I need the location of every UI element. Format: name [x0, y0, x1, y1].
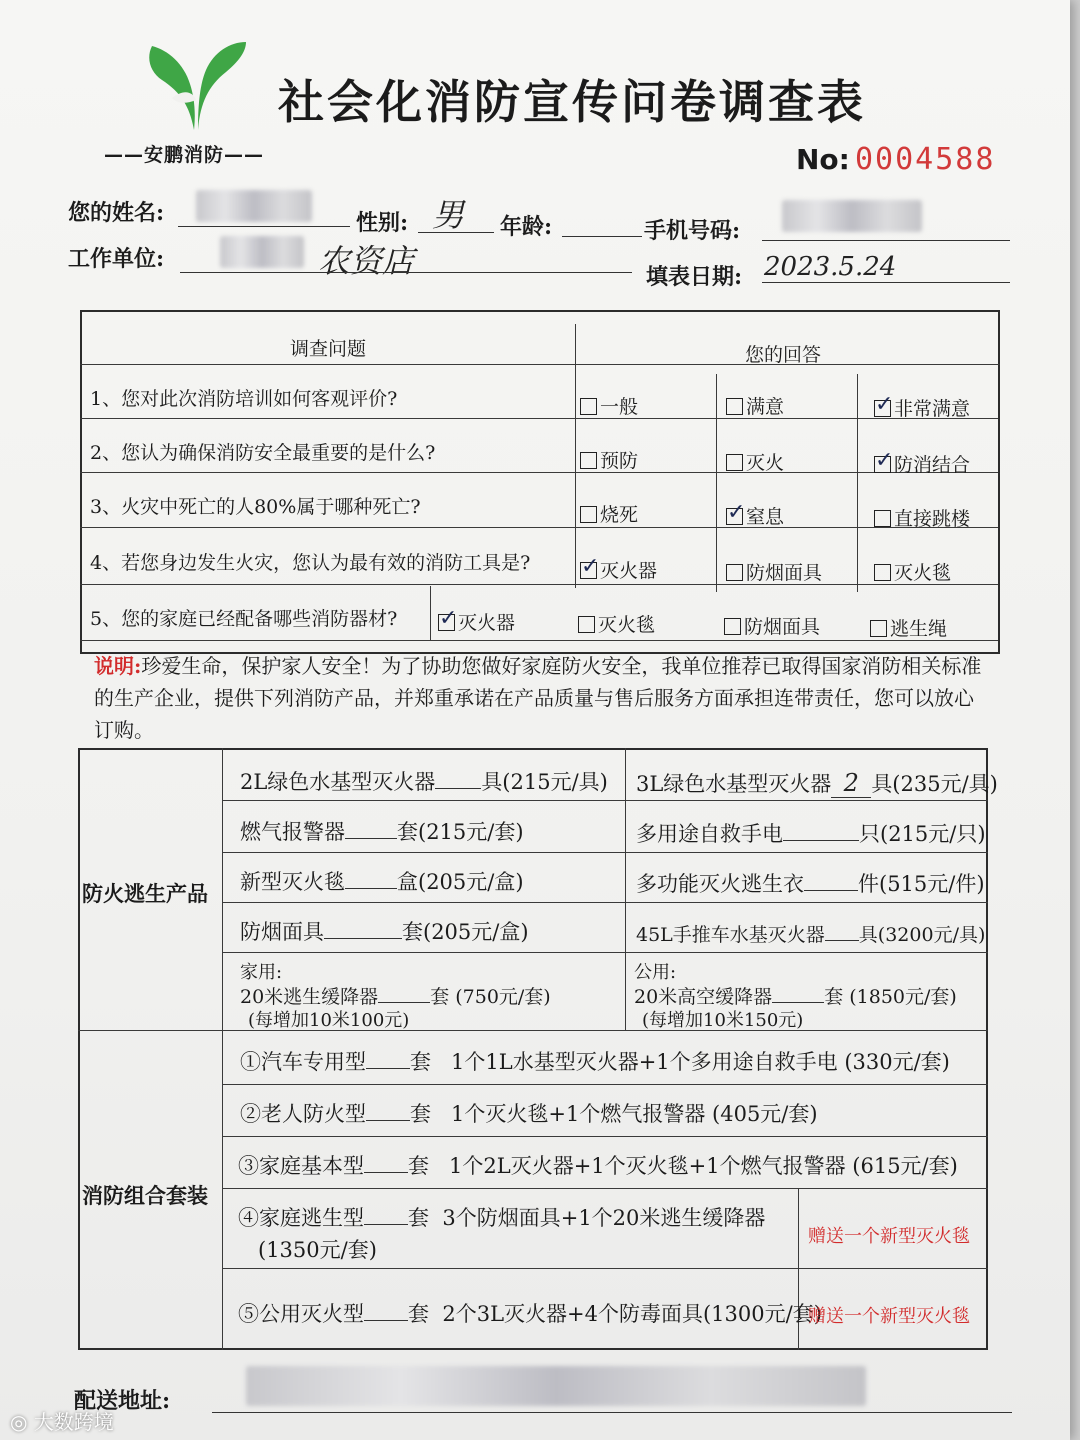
qty-field[interactable]	[772, 1002, 824, 1003]
q3-option-1[interactable]	[580, 500, 638, 527]
product-right-2	[636, 818, 986, 848]
qty-field[interactable]	[364, 1172, 408, 1173]
q2-option-1[interactable]	[580, 446, 638, 473]
phone-redacted	[782, 200, 922, 232]
date-value: 2023.5.24	[764, 252, 897, 282]
option-label: 防消结合	[894, 454, 971, 476]
qty-field[interactable]	[783, 840, 859, 841]
product-right-1	[636, 768, 998, 798]
product-name: 20米逃生缓降器	[240, 986, 379, 1008]
option-label: 灭火毯	[598, 614, 656, 636]
work-field[interactable]	[180, 272, 632, 273]
qty-field[interactable]	[366, 1120, 410, 1121]
products-col-divider	[625, 748, 626, 1030]
brand-name: ——安鹏消防——	[104, 144, 265, 166]
product-unit: 套(215元/套)	[397, 820, 524, 844]
option-label: 防烟面具	[746, 562, 823, 584]
product-name: 3L绿色水基型灭火器	[636, 772, 832, 796]
watermark-logo-icon: ◎	[10, 1410, 34, 1434]
survey-col-divider-3	[857, 374, 858, 592]
question-4: 4、若您身边发生火灾，您认为最有效的消防工具是?	[90, 552, 531, 574]
qty-field[interactable]	[345, 888, 397, 889]
option-label: 烧死	[600, 504, 639, 526]
option-label: 一般	[600, 396, 639, 418]
combo-2	[240, 1098, 818, 1128]
combos-section-label: 消防组合套装	[82, 1183, 208, 1208]
combo-name: ⑤公用灭火型	[238, 1302, 364, 1326]
home-label: 家用:	[240, 962, 283, 983]
checkbox-icon[interactable]	[580, 398, 597, 415]
question-5: 5、您的家庭已经配备哪些消防器材?	[90, 608, 398, 630]
product-row-line	[222, 952, 988, 953]
combo-row-line	[222, 1268, 988, 1269]
serial-label: No:	[796, 143, 850, 176]
combo-4-price: (1350元/套)	[258, 1238, 377, 1262]
product-unit: 具(215元/具)	[481, 770, 608, 794]
product-name: 防烟面具	[240, 920, 324, 944]
combo-name: ②老人防火型	[240, 1102, 366, 1126]
checkbox-checked-icon[interactable]	[580, 562, 597, 579]
product-row-line	[222, 852, 988, 853]
option-label: 窒息	[746, 506, 785, 528]
qty-field[interactable]	[825, 940, 859, 941]
checkbox-icon[interactable]	[580, 452, 597, 469]
age-label: 年龄:	[500, 214, 553, 240]
work-value: 农资店	[318, 242, 415, 280]
checkbox-icon[interactable]	[726, 564, 743, 581]
products-combos-divider	[78, 1030, 988, 1031]
note-paragraph	[94, 650, 984, 746]
combo-4-gift: 赠送一个新型灭火毯	[808, 1226, 970, 1247]
name-label: 您的姓名:	[68, 200, 165, 226]
product-left-2	[240, 816, 524, 846]
qty-field[interactable]	[804, 890, 858, 891]
product-right-3	[636, 868, 985, 898]
combo-row-line	[222, 1136, 988, 1137]
checkbox-icon[interactable]	[870, 620, 887, 637]
survey-row-line	[80, 584, 998, 585]
checkbox-icon[interactable]	[874, 510, 891, 527]
qty-field[interactable]	[364, 1320, 408, 1321]
product-unit: 盒(205元/盒)	[397, 870, 524, 894]
watermark	[10, 1406, 114, 1435]
combo-name: ①汽车专用型	[240, 1050, 366, 1074]
question-3: 3、火灾中死亡的人80%属于哪种死亡?	[90, 496, 421, 518]
gender-field[interactable]	[418, 232, 494, 233]
q4-option-2[interactable]	[726, 558, 822, 585]
checkbox-icon[interactable]	[580, 506, 597, 523]
combo-desc: 1个1L水基型灭火器+1个多用途自救手电 (330元/套)	[451, 1050, 950, 1074]
product-unit: 具(235元/具)	[871, 772, 998, 796]
address-field[interactable]	[212, 1412, 1012, 1413]
checkbox-checked-icon[interactable]	[874, 400, 891, 417]
date-label: 填表日期:	[646, 264, 743, 290]
q4-option-3[interactable]	[874, 558, 951, 585]
combo-unit: 套	[408, 1302, 429, 1326]
work-label: 工作单位:	[68, 246, 165, 272]
q2-option-2[interactable]	[726, 448, 784, 475]
public-extra: (每增加10米150元)	[642, 1010, 804, 1031]
checkbox-icon[interactable]	[726, 398, 743, 415]
q2-option-3[interactable]	[874, 450, 970, 477]
option-label: 非常满意	[894, 398, 971, 420]
option-label: 满意	[746, 396, 785, 418]
gender-value: 男	[432, 196, 465, 234]
gender-label: 性别:	[356, 210, 409, 236]
public-product	[634, 982, 957, 1009]
product-name: 多用途自救手电	[636, 822, 783, 846]
product-right-4	[636, 920, 985, 947]
checkbox-icon[interactable]	[874, 564, 891, 581]
q5-option-2[interactable]	[578, 610, 655, 637]
home-product	[240, 982, 551, 1009]
product-left-4	[240, 916, 529, 946]
combo-desc: 2个3L灭火器+4个防毒面具(1300元/套)	[442, 1302, 822, 1326]
note-label: 说明:	[94, 654, 142, 678]
checkbox-icon[interactable]	[578, 616, 595, 633]
combo-5	[238, 1298, 822, 1328]
checkbox-checked-icon[interactable]	[438, 614, 455, 631]
q4-option-1[interactable]	[580, 556, 657, 583]
option-label: 直接跳楼	[894, 508, 971, 530]
checkbox-icon[interactable]	[724, 618, 741, 635]
q3-option-3[interactable]	[874, 504, 970, 531]
option-label: 预防	[600, 450, 639, 472]
question-1: 1、您对此次消防培训如何客观评价?	[90, 388, 398, 410]
qty-field[interactable]	[435, 788, 481, 789]
home-extra: (每增加10米100元)	[248, 1010, 410, 1031]
watermark-text: 大数跨境	[33, 1410, 114, 1434]
combo-desc: 3个防烟面具+1个20米逃生缓降器	[442, 1206, 766, 1230]
checkbox-checked-icon[interactable]	[874, 456, 891, 473]
product-unit: 件(515元/件)	[858, 872, 985, 896]
combo-desc: 1个灭火毯+1个燃气报警器 (405元/套)	[451, 1102, 818, 1126]
products-section-label: 防火逃生产品	[82, 881, 208, 906]
age-field[interactable]	[562, 236, 642, 237]
product-unit: 具(3200元/具)	[858, 924, 986, 946]
product-row-line	[222, 902, 988, 903]
q3-option-2[interactable]	[726, 502, 784, 529]
q5-divider	[430, 586, 431, 640]
product-left-3	[240, 866, 524, 896]
question-2: 2、您认为确保消防安全最重要的是什么?	[90, 442, 436, 464]
option-label: 逃生绳	[890, 618, 948, 640]
q1-option-3[interactable]	[874, 394, 970, 421]
name-field[interactable]	[178, 226, 350, 227]
date-field[interactable]	[762, 282, 1010, 283]
q5-option-3[interactable]	[724, 612, 820, 639]
combo-row-line	[222, 1188, 988, 1189]
combo-unit: 套	[410, 1050, 431, 1074]
note-text: 珍爱生命，保护家人安全！为了协助您做好家庭防火安全，我单位推荐已取得国家消防相关标准的生产企业，提供下列消防产品，并郑重承诺在产品质量与售后服务方面承担连带责任，您可以放心订购。	[94, 654, 982, 742]
product-name: 2L绿色水基型灭火器	[240, 770, 436, 794]
combo-name: ④家庭逃生型	[238, 1206, 364, 1230]
product-name: 燃气报警器	[240, 820, 345, 844]
product-left-1	[240, 766, 608, 796]
product-unit: 套 (1850元/套)	[824, 986, 957, 1008]
address-label: 配送地址:	[74, 1388, 171, 1414]
product-name: 20米高空缓降器	[634, 986, 773, 1008]
combo-3	[238, 1150, 958, 1180]
serial-value: 0004588	[854, 142, 996, 177]
qty-field[interactable]	[378, 1002, 430, 1003]
qty-field[interactable]	[366, 1068, 410, 1069]
work-redacted	[220, 236, 304, 268]
product-name: 新型灭火毯	[240, 870, 345, 894]
qty-field[interactable]	[364, 1224, 408, 1225]
survey-header-question: 调查问题	[290, 338, 367, 360]
leaf-logo-icon	[142, 38, 252, 136]
option-label: 防烟面具	[744, 616, 821, 638]
product-name: 45L手推车水基灭火器	[636, 924, 825, 946]
survey-row-line	[80, 527, 998, 528]
phone-field[interactable]	[762, 240, 1010, 241]
public-label: 公用:	[634, 962, 677, 983]
survey-table	[80, 310, 1000, 654]
survey-row-line	[80, 640, 998, 641]
combo-unit: 套	[408, 1154, 429, 1178]
q5-option-1[interactable]	[438, 608, 515, 635]
survey-header-answer: 您的回答	[745, 344, 822, 366]
checkbox-checked-icon[interactable]	[726, 508, 743, 525]
combo-row-line	[222, 1084, 988, 1085]
survey-row-line	[80, 418, 998, 419]
option-label: 灭火器	[458, 612, 516, 634]
product-row-line	[222, 800, 988, 801]
combo-unit: 套	[408, 1206, 429, 1230]
product-unit: 只(215元/只)	[859, 822, 986, 846]
products-section-divider	[222, 748, 223, 1350]
product-name: 多功能灭火逃生衣	[636, 872, 804, 896]
q1-option-1[interactable]	[580, 392, 638, 419]
qty-field[interactable]	[324, 938, 402, 939]
name-redacted	[196, 190, 312, 222]
qty-field[interactable]	[345, 838, 397, 839]
address-redacted	[246, 1366, 866, 1406]
product-unit: 套(205元/盒)	[402, 920, 529, 944]
combo-1	[240, 1046, 950, 1076]
survey-col-divider-2	[716, 374, 717, 592]
combo-5-gift: 赠送一个新型灭火毯	[808, 1306, 970, 1327]
q5-option-4[interactable]	[870, 614, 947, 641]
serial-number	[796, 142, 995, 177]
survey-row-line	[80, 364, 1000, 365]
checkbox-icon[interactable]	[726, 454, 743, 471]
option-label: 灭火	[746, 452, 785, 474]
q1-option-2[interactable]	[726, 392, 784, 419]
form-title: 社会化消防宣传问卷调查表	[278, 75, 866, 129]
combo-unit: 套	[410, 1102, 431, 1126]
phone-label: 手机号码:	[644, 218, 741, 244]
survey-row-line	[80, 472, 998, 473]
combo-4	[238, 1202, 765, 1232]
combo-desc: 1个2L灭火器+1个灭火毯+1个燃气报警器 (615元/套)	[449, 1154, 958, 1178]
product-unit: 套 (750元/套)	[430, 986, 551, 1008]
qty-field[interactable]: 2	[831, 769, 871, 798]
combo-name: ③家庭基本型	[238, 1154, 364, 1178]
option-label: 灭火毯	[894, 562, 952, 584]
option-label: 灭火器	[600, 560, 658, 582]
